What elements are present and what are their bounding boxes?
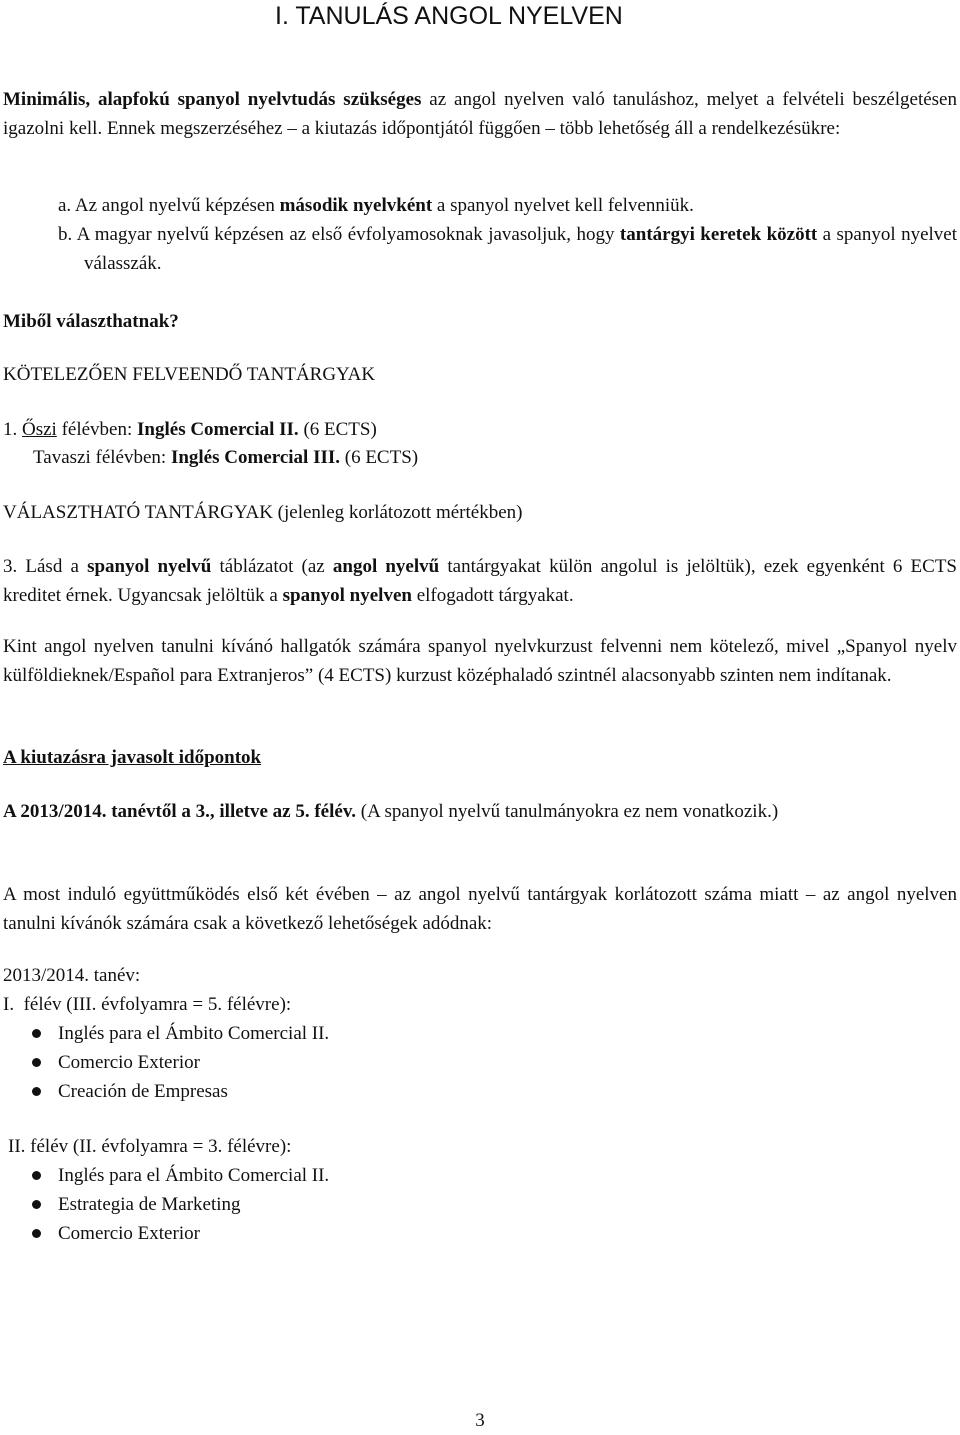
item-credits: (6 ECTS) [298, 419, 377, 440]
item-text-4: elfogadott tárgyakat. [411, 585, 574, 606]
option-a-text: Az angol nyelvű képzésen [71, 195, 280, 216]
semester-2-heading: II. félév (II. évfolyamra = 3. félévre): [8, 1136, 292, 1157]
option-a-bold: második nyelvként [279, 195, 433, 216]
bullet-icon [32, 1229, 41, 1238]
language-course-paragraph: Kint angol nyelven tanulni kívánó hallgatók számára spanyol nyelvkurzust felvenni nem kötelező, mivel „Spanyol nyelv külföldieknek/Español para Extranjeros” (4 ECTS) kurzust középhaladó szintnél alacsonyabb szinten nem indítanak. [3, 636, 957, 686]
timing-heading [3, 743, 957, 772]
bullet-icon [32, 1200, 41, 1209]
mandatory-item-1 [3, 415, 957, 444]
semester-1-heading: I. félév (III. évfolyamra = 5. félévre): [3, 994, 292, 1015]
list-item [58, 1077, 228, 1106]
option-a [58, 191, 957, 220]
options-paragraph: A most induló együttműködés első két évében – az angol nyelvű tantárgyak korlátozott száma miatt – az angol nyelven tanulni kívánók számára csak a következő lehetőségek adódnak: [3, 884, 957, 934]
timing-text: (A spanyol nyelvű tanulmányokra ez nem vonatkozik.) [356, 801, 779, 822]
mandatory-item-1b [33, 443, 957, 472]
item-bold-2: angol nyelvű [332, 556, 440, 577]
option-b-text-2: a spanyol nyelvet válasszák. [84, 224, 957, 274]
item-number: 1. [3, 419, 18, 440]
elective-heading: VÁLASZTHATÓ TANTÁRGYAK (jelenleg korlátozott mértékben) [3, 502, 523, 523]
academic-year: 2013/2014. tanév: [3, 965, 141, 986]
intro-text: az angol nyelven való tanuláshoz, melyet a felvételi beszélgetésen igazolni kell. Ennek megszerzéséhez – a kiutazás időpontjától függően – több lehetőség áll a rendelkezésükre: [3, 89, 957, 139]
page-title: I. TANULÁS ANGOL NYELVEN [275, 2, 623, 30]
option-b-label: b. [58, 224, 73, 245]
list-item [58, 1161, 329, 1190]
timing-bold: A 2013/2014. tanévtől a 3., illetve az 5. félév. [3, 801, 357, 822]
list-item-text: Comercio Exterior [58, 1052, 200, 1073]
section-question [3, 307, 957, 336]
list-item-text: Creación de Empresas [58, 1081, 228, 1102]
intro-bold: Minimális, alapfokú spanyol nyelvtudás szükséges [3, 89, 422, 110]
item-credits: (6 ECTS) [340, 447, 419, 468]
bullet-icon [32, 1171, 41, 1180]
bullet-icon [32, 1058, 41, 1067]
item-course: Inglés Comercial II. [137, 419, 299, 440]
timing-heading-text: A kiutazásra javasolt időpontok [3, 747, 262, 768]
option-a-text-2: a spanyol nyelvet kell felvenniük. [432, 195, 694, 216]
list-item [58, 1019, 329, 1048]
item-text-3: tantárgyakat külön angolul is jelöltük), ezek egyenként 6 ECTS kreditet érnek. Ugyancsak jelöltük a [3, 556, 958, 606]
list-item-text: Inglés para el Ámbito Comercial II. [58, 1023, 330, 1044]
option-b [58, 220, 957, 278]
option-a-label: a. [58, 195, 72, 216]
bullet-icon [32, 1087, 41, 1096]
intro-paragraph [3, 85, 957, 143]
timing-paragraph [3, 797, 957, 826]
mandatory-heading: KÖTELEZŐEN FELVEENDŐ TANTÁRGYAK [3, 364, 376, 385]
option-b-bold: tantárgyi keretek között [619, 224, 818, 245]
item-course: Inglés Comercial III. [170, 447, 340, 468]
list-item-text: Inglés para el Ámbito Comercial II. [58, 1165, 330, 1186]
option-b-text: A magyar nyelvű képzésen az első évfolyamosoknak javasoljuk, hogy [72, 224, 620, 245]
list-item-text: Estrategia de Marketing [58, 1194, 241, 1215]
list-item [58, 1190, 241, 1219]
item-bold-3: spanyol nyelven [282, 585, 412, 606]
section-question-text: Miből választhatnak? [3, 311, 179, 332]
list-item [58, 1219, 200, 1248]
item-underlined: Őszi [22, 419, 57, 440]
list-item [58, 1048, 200, 1077]
elective-item-3 [3, 552, 957, 610]
item-text-2: táblázatot (az [211, 556, 333, 577]
item-text: Tavaszi félévben: [33, 447, 171, 468]
list-item-text: Comercio Exterior [58, 1223, 200, 1244]
item-text: 3. Lásd a [3, 556, 88, 577]
item-bold: spanyol nyelvű [87, 556, 212, 577]
bullet-icon [32, 1029, 41, 1038]
item-text: félévben: [56, 419, 138, 440]
page-number: 3 [475, 1410, 485, 1431]
